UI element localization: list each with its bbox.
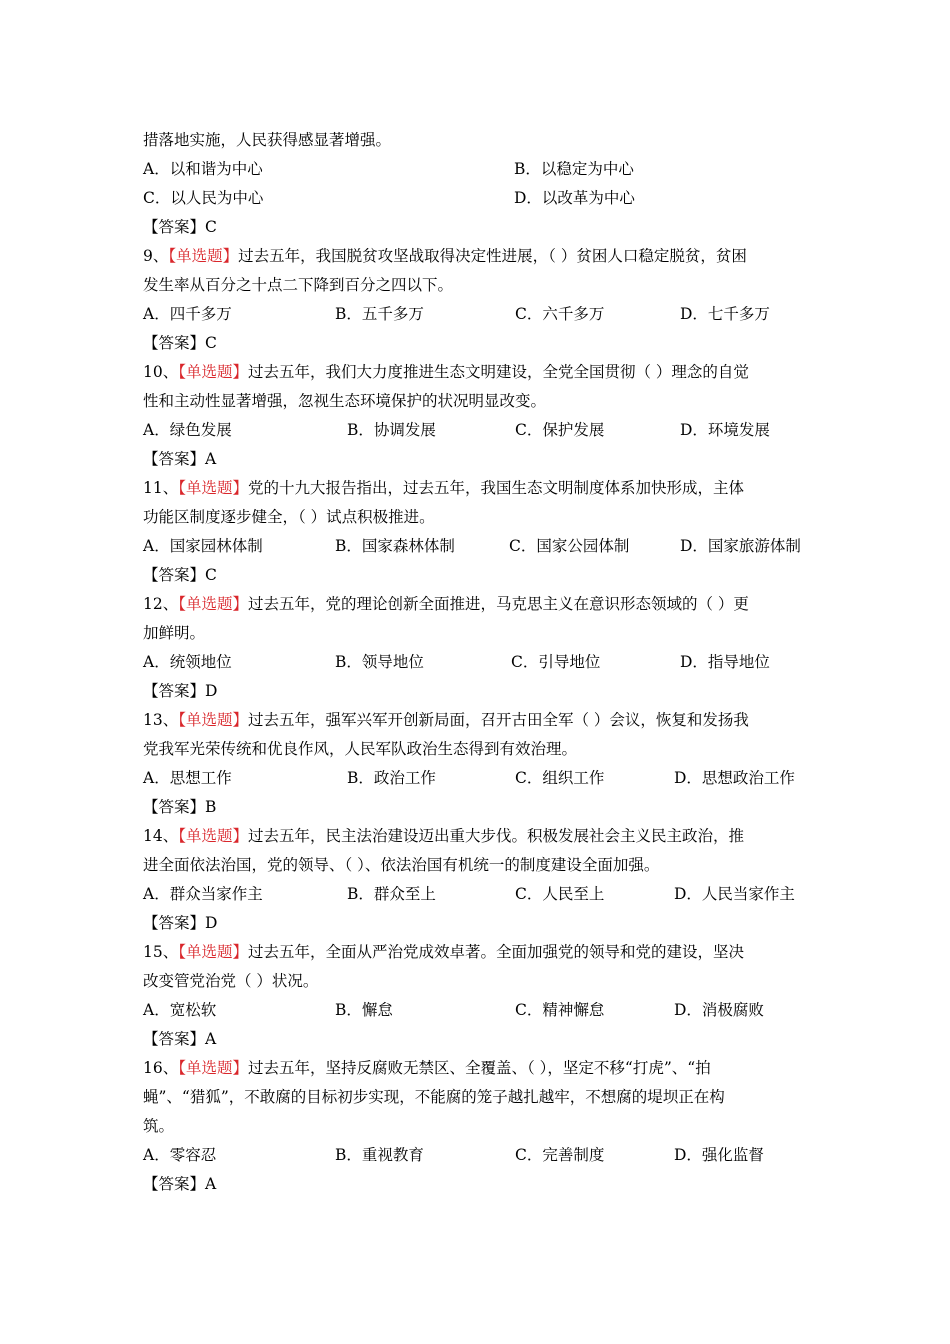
intro-text: 措落地实施，人民获得感显著增强。: [143, 131, 392, 149]
answer-line: [143, 561, 813, 590]
option-b: B．五千多万: [335, 305, 424, 323]
question-13-options: [143, 764, 813, 793]
option-d: D．以改革为中心: [514, 189, 635, 207]
option-c: C．组织工作: [515, 769, 605, 787]
question-16-line-3: 筑。: [143, 1117, 175, 1135]
option-a: A．统领地位: [143, 653, 232, 671]
answer-value: B: [205, 798, 217, 816]
option-c: C．精神懈怠: [515, 1001, 605, 1019]
option-a: A．宽松软: [143, 1001, 217, 1019]
option-a: A．以和谐为中心: [143, 160, 263, 178]
question-10-line-1: [143, 358, 813, 387]
answer-label: 【答案】: [143, 798, 206, 816]
question-type-tag: 【单选题】: [178, 943, 248, 961]
question-9-options: [143, 300, 813, 329]
option-c: C．人民至上: [515, 885, 605, 903]
question-text: 党的十九大报告指出，过去五年，我国生态文明制度体系加快形成，主体: [248, 479, 745, 497]
answer-line: [143, 909, 813, 938]
question-9-line-1: [143, 242, 813, 271]
option-d: D．环境发展: [680, 421, 770, 439]
question-type-tag: 【单选题】: [178, 595, 248, 613]
answer-label: 【答案】: [143, 450, 206, 468]
question-type-tag: 【单选题】: [178, 1059, 248, 1077]
option-a: A．群众当家作主: [143, 885, 263, 903]
answer-line: [143, 213, 813, 242]
option-d: D．强化监督: [674, 1146, 764, 1164]
question-type-tag: 【单选题】: [178, 363, 248, 381]
question-11-line-2: 功能区制度逐步健全，（ ）试点积极推进。: [143, 508, 435, 526]
question-13-line-2: 党我军光荣传统和优良作风，人民军队政治生态得到有效治理。: [143, 740, 578, 758]
question-16-options: [143, 1141, 813, 1170]
question-number: 13、: [143, 711, 179, 729]
option-a: A．思想工作: [143, 769, 232, 787]
option-d: D．七千多万: [680, 305, 770, 323]
question-15-options: [143, 996, 813, 1025]
question-number: 16、: [143, 1059, 179, 1077]
intro-options-row-2: [143, 184, 813, 213]
option-a: A．绿色发展: [143, 421, 232, 439]
intro-options-row-1: [143, 155, 813, 184]
option-b: B．政治工作: [347, 769, 436, 787]
question-12-line-1: [143, 590, 813, 619]
answer-value: C: [205, 566, 217, 584]
question-text: 过去五年，我国脱贫攻坚战取得决定性进展，（ ）贫困人口稳定脱贫，贫困: [238, 247, 747, 265]
question-14-line-1: [143, 822, 813, 851]
question-text: 过去五年，强军兴军开创新局面，召开古田全军（ ）会议，恢复和发扬我: [248, 711, 749, 729]
answer-value: D: [205, 914, 218, 932]
answer-label: 【答案】: [143, 334, 206, 352]
question-text: 过去五年，民主法治建设迈出重大步伐。积极发展社会主义民主政治，推: [248, 827, 745, 845]
question-number: 10、: [143, 363, 179, 381]
question-list: [143, 126, 813, 1199]
option-c: C．以人民为中心: [143, 189, 264, 207]
question-type-tag: 【单选题】: [168, 247, 239, 265]
answer-value: C: [205, 218, 217, 236]
option-a: A．四千多万: [143, 305, 232, 323]
question-10-line-2: 性和主动性显著增强，忽视生态环境保护的状况明显改变。: [143, 392, 547, 410]
answer-line: [143, 793, 813, 822]
answer-label: 【答案】: [143, 218, 206, 236]
answer-value: A: [205, 1030, 217, 1048]
answer-label: 【答案】: [143, 1030, 206, 1048]
question-11-options: [143, 532, 813, 561]
question-14-line-2: 进全面依法治国，党的领导、（ ）、依法治国有机统一的制度建设全面加强。: [143, 856, 660, 874]
option-a: A．国家园林体制: [143, 537, 263, 555]
answer-line: [143, 329, 813, 358]
question-15-line-1: [143, 938, 813, 967]
answer-value: A: [205, 450, 217, 468]
option-c: C．保护发展: [515, 421, 605, 439]
question-number: 15、: [143, 943, 179, 961]
option-d: D．人民当家作主: [674, 885, 795, 903]
answer-line: [143, 445, 813, 474]
question-text: 过去五年，我们大力度推进生态文明建设，全党全国贯彻（ ）理念的自觉: [248, 363, 749, 381]
option-b: B．协调发展: [347, 421, 436, 439]
option-a: A．零容忍: [143, 1146, 217, 1164]
question-13-line-1: [143, 706, 813, 735]
answer-line: [143, 1025, 813, 1054]
question-15-line-2: 改变管党治党（ ）状况。: [143, 972, 319, 990]
option-c: C．引导地位: [511, 653, 601, 671]
question-number: 11、: [143, 479, 179, 497]
option-c: C．国家公园体制: [509, 537, 630, 555]
question-16-line-1: [143, 1054, 813, 1083]
option-b: B．重视教育: [335, 1146, 424, 1164]
question-type-tag: 【单选题】: [178, 827, 248, 845]
answer-line: [143, 677, 813, 706]
option-b: B．群众至上: [347, 885, 436, 903]
question-text: 过去五年，党的理论创新全面推进，马克思主义在意识形态领域的（ ）更: [248, 595, 749, 613]
answer-label: 【答案】: [143, 566, 206, 584]
question-10-options: [143, 416, 813, 445]
question-text: 过去五年，坚持反腐败无禁区、全覆盖、（ ），坚定不移“打虎”、“拍: [248, 1059, 711, 1077]
answer-value: A: [205, 1175, 217, 1193]
option-b: B．以稳定为中心: [514, 160, 634, 178]
option-b: B．领导地位: [335, 653, 424, 671]
option-c: C．完善制度: [515, 1146, 605, 1164]
option-d: D．指导地位: [680, 653, 770, 671]
option-c: C．六千多万: [515, 305, 605, 323]
answer-line: [143, 1170, 813, 1199]
option-b: B．懈怠: [335, 1001, 393, 1019]
answer-value: C: [205, 334, 217, 352]
question-14-options: [143, 880, 813, 909]
option-d: D．国家旅游体制: [680, 537, 801, 555]
question-number: 14、: [143, 827, 179, 845]
question-type-tag: 【单选题】: [178, 479, 248, 497]
question-9-line-2: 发生率从百分之十点二下降到百分之四以下。: [143, 276, 454, 294]
question-11-line-1: [143, 474, 813, 503]
option-d: D．思想政治工作: [674, 769, 795, 787]
question-12-line-2: 加鲜明。: [143, 624, 206, 642]
question-number: 12、: [143, 595, 179, 613]
question-12-options: [143, 648, 813, 677]
answer-label: 【答案】: [143, 914, 206, 932]
question-text: 过去五年，全面从严治党成效卓著。全面加强党的领导和党的建设，坚决: [248, 943, 745, 961]
answer-value: D: [205, 682, 218, 700]
answer-label: 【答案】: [143, 1175, 206, 1193]
option-b: B．国家森林体制: [335, 537, 455, 555]
question-number: 9、: [143, 247, 169, 265]
option-d: D．消极腐败: [674, 1001, 764, 1019]
question-type-tag: 【单选题】: [178, 711, 248, 729]
answer-label: 【答案】: [143, 682, 206, 700]
question-16-line-2: 蝇”、“猎狐”，不敢腐的目标初步实现，不能腐的笼子越扎越牢，不想腐的堤坝正在构: [143, 1088, 725, 1106]
